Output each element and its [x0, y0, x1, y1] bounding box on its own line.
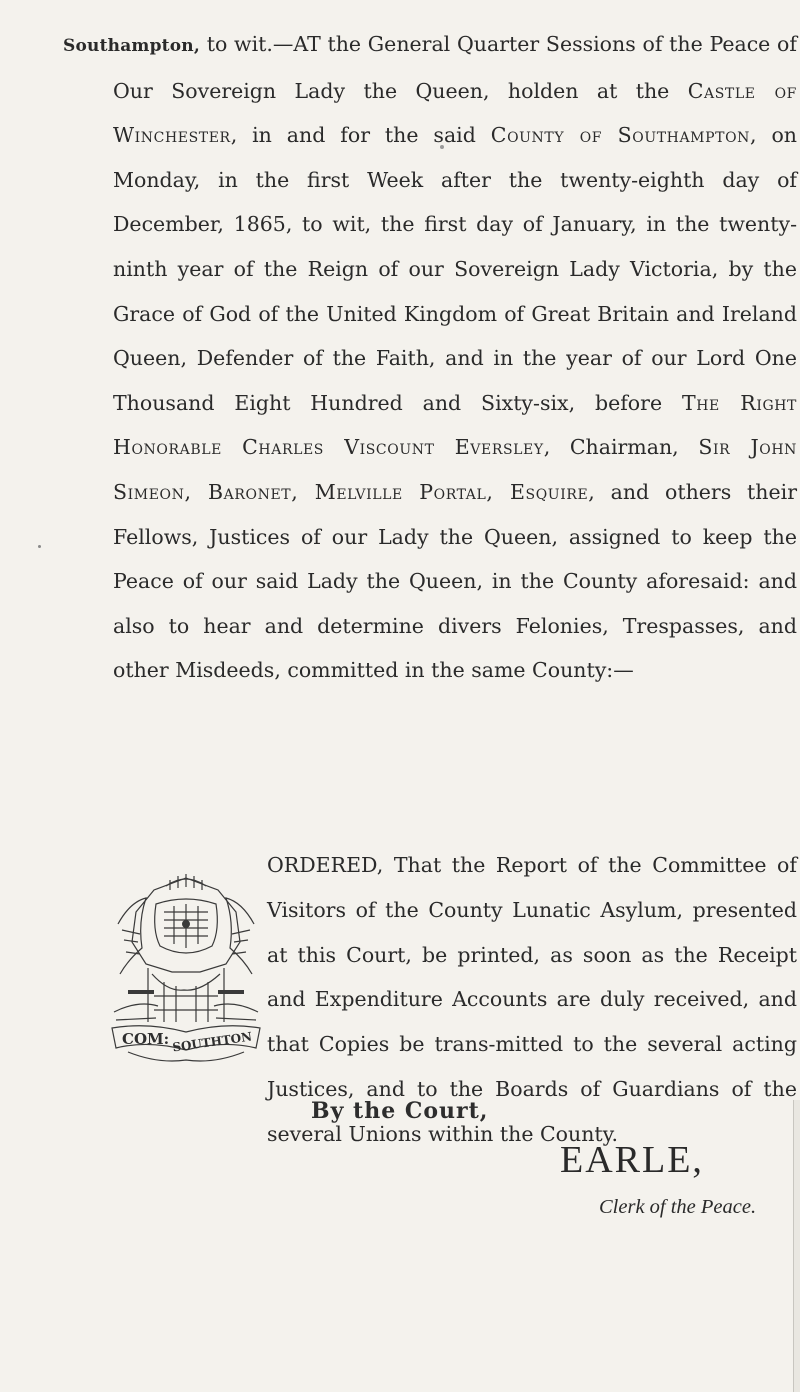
preamble-text: , in and for the said [230, 123, 491, 148]
seal-lion-right [226, 898, 254, 974]
location-heading: Southampton, [63, 36, 200, 56]
preamble-text: the General Quarter Sessions of the Peace of Our Sovereign Lady the Queen, holden at the [113, 32, 797, 103]
clerk-name: EARLE, [560, 1139, 704, 1181]
to-wit: to wit. [206, 32, 273, 56]
preamble-paragraph [63, 22, 797, 693]
chairman-name: The Right Honorable Charles Viscount Eversley [113, 390, 797, 460]
preamble-text: , and others their Fellows, Justices of our Lady the Queen, assigned to keep the Peace of our said Lady the Queen, in the County aforesaid: and also to hear and determine divers Felonies, Trespasses, and other Misdeeds, committed in the same County:— [113, 479, 797, 683]
seal-label-left: COM: [122, 1030, 170, 1048]
sessions-preamble [63, 22, 797, 693]
preamble-text: , Chairman, [543, 435, 699, 460]
justices-names: Sir John Simeon, Baronet, Melville Portal, Esquire [113, 435, 797, 504]
clerk-title: Clerk of the Peace. [599, 1196, 757, 1218]
order-text: ORDERED, That the Report of the Committee of Visitors of the County Lunatic Asylum, presented at this Court, be printed, as soon as the Receipt and Expenditure Accounts are duly received, and that Copies be trans-mitted to the several acting Justices, and to the Boards of Guardians of the several Unions within the County. [267, 853, 797, 1146]
preamble-at: —AT [272, 32, 321, 56]
county-seal-image [108, 872, 263, 1064]
seal-label-right: SOUTHTON [171, 1029, 253, 1055]
by-the-court: By the Court, [311, 1098, 489, 1124]
county-name: County of Southampton [490, 123, 751, 148]
preamble-text: , on Monday, in the first Week after the twenty-eighth day of December, 1865, to wit, the first day of January, in the twenty-ninth year of the Reign of our Sovereign Lady Victoria, by the Grace of God of the United Kingdom of Great Britain and Ireland Queen, Defender of the Faith, and in the year of our Lord One Thousand Eight Hundred and Sixty-six, before [113, 123, 797, 415]
castle-name: Castle of Winchester [113, 78, 797, 148]
seal-lion-left [118, 898, 146, 974]
ink-speck [38, 545, 41, 548]
